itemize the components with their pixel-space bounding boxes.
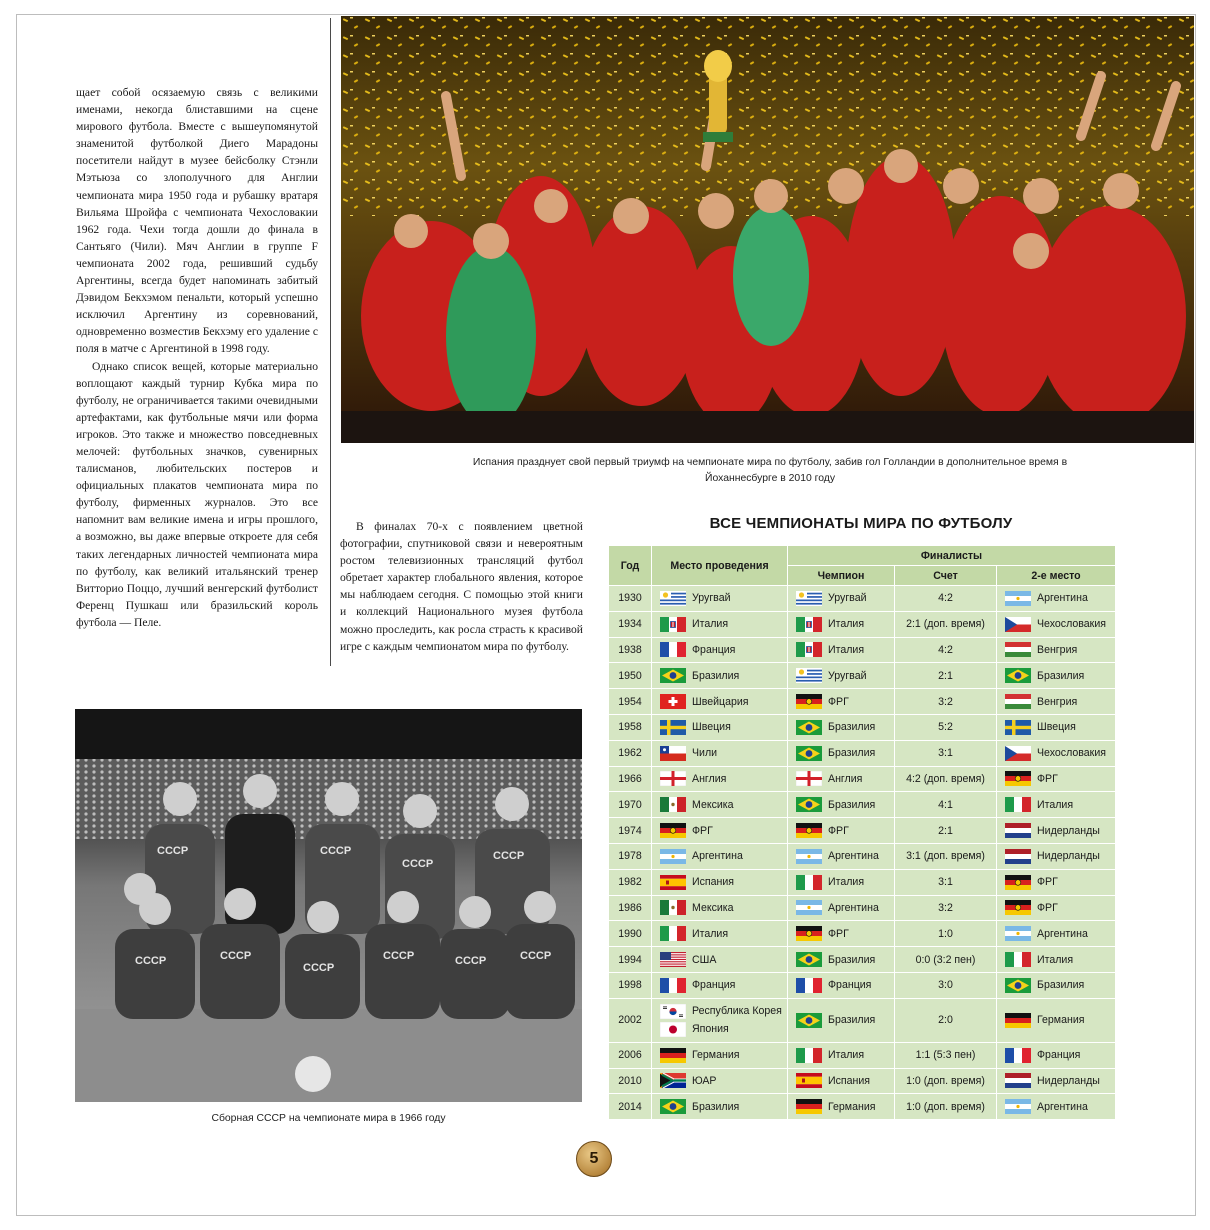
venue-name: Мексика: [692, 798, 734, 811]
score-cell: 2:0: [895, 998, 997, 1042]
germany-flag-icon: [660, 1048, 686, 1063]
left-paragraph-1: щает собой осязаемую связь с великими именами, некогда блиставшими на сцене мирового футбола. Вместе с вышеупомянутой знаменитой футболкой Диего Марадоны посетители найдут в музее бейсболку Стэнли Мэтьюза со злополучного для Англии чемпионата мира 1950 года и рубашку вратаря Вильяма Шройфа с чемпионата Чехословакии 1962 года. Чехи тогда дошли до финала в Сантьяго (Чили). Мяч Англии в группе F чемпионата 2002 года, решивший судьбу Аргентины, всегда будет напоминать забитый Дэвидом Бекхэмом пенальти, который успешно исключил Аргентину из соревнований, одновременно возместив Бекхэму его удаление с поля в матче с Аргентиной в 1998 году.: [76, 86, 318, 356]
table-row: [609, 921, 1116, 947]
champion-name: Италия: [828, 643, 865, 656]
champion-name: Бразилия: [828, 798, 876, 811]
bottom-photo-caption: Сборная СССР на чемпионате мира в 1966 году: [211, 1113, 446, 1124]
table-row: [609, 689, 1116, 715]
runner-up-name: ФРГ: [1037, 876, 1058, 889]
runner-up-cell: [997, 947, 1116, 973]
champion-cell: [788, 663, 895, 689]
left-text-column: [76, 84, 318, 631]
brazil-flag-icon: [660, 668, 686, 683]
argentina-flag-icon: [796, 900, 822, 915]
venue-name: ЮАР: [692, 1074, 717, 1087]
brazil-flag-icon: [1005, 978, 1031, 993]
score-cell: 1:0 (доп. время): [895, 1094, 997, 1120]
czechoslovakia-flag-icon: [1005, 746, 1031, 761]
venue-name: Швеция: [692, 721, 731, 734]
runner-up-cell: [997, 637, 1116, 663]
venue-name: Франция: [692, 979, 736, 992]
spain-celebration-photo: [341, 16, 1194, 443]
table-row: [609, 1094, 1116, 1120]
svg-text:СССР: СССР: [402, 858, 434, 870]
score-cell: 3:2: [895, 689, 997, 715]
hungary-flag-icon: [1005, 642, 1031, 657]
champion-cell: [788, 714, 895, 740]
runner-up-name: Франция: [1037, 1049, 1081, 1062]
table-row: [609, 818, 1116, 844]
champion-name: ФРГ: [828, 824, 849, 837]
svg-text:СССР: СССР: [157, 845, 189, 857]
champion-name: Бразилия: [828, 953, 876, 966]
france-flag-icon: [1005, 1048, 1031, 1063]
venue-cell: [652, 586, 788, 612]
table-row: [609, 1068, 1116, 1094]
svg-text:СССР: СССР: [455, 955, 487, 967]
champion-name: ФРГ: [828, 927, 849, 940]
runner-up-cell: [997, 895, 1116, 921]
frg-flag-icon: [1005, 900, 1031, 915]
score-cell: 4:2: [895, 637, 997, 663]
frg-flag-icon: [660, 823, 686, 838]
champion-name: Англия: [828, 772, 863, 785]
frg-flag-icon: [1005, 771, 1031, 786]
runner-up-cell: [997, 843, 1116, 869]
table-row: [609, 637, 1116, 663]
argentina-flag-icon: [1005, 591, 1031, 606]
venue-name: Республика Корея: [692, 1005, 782, 1018]
champion-name: Уругвай: [828, 592, 867, 605]
italy-flag-icon: [796, 875, 822, 890]
germany-flag-icon: [796, 1099, 822, 1114]
runner-up-name: Венгрия: [1037, 643, 1078, 656]
table-row: [609, 740, 1116, 766]
venue-name: Мексика: [692, 901, 734, 914]
venue-cell: [652, 998, 788, 1042]
runner-up-name: Италия: [1037, 798, 1074, 811]
table-row: [609, 611, 1116, 637]
svg-text:СССР: СССР: [383, 950, 415, 962]
svg-text:СССР: СССР: [303, 962, 335, 974]
venue-cell: [652, 1042, 788, 1068]
runner-up-cell: [997, 792, 1116, 818]
runner-up-cell: [997, 998, 1116, 1042]
venue-name: Бразилия: [692, 669, 740, 682]
czechoslovakia-flag-icon: [1005, 617, 1031, 632]
sweden-flag-icon: [1005, 720, 1031, 735]
venue-name: Англия: [692, 772, 727, 785]
header-venue: Место проведения: [652, 546, 788, 586]
venue-name: Аргентина: [692, 850, 743, 863]
champion-cell: [788, 972, 895, 998]
champion-name: Уругвай: [828, 669, 867, 682]
venue-cell: [652, 637, 788, 663]
year-cell: 1930: [609, 586, 652, 612]
venue-name: Германия: [692, 1049, 740, 1062]
frg-flag-icon: [796, 823, 822, 838]
champion-cell: [788, 1042, 895, 1068]
svg-text:СССР: СССР: [135, 955, 167, 967]
year-cell: 1962: [609, 740, 652, 766]
venue-name: Италия: [692, 927, 729, 940]
venue-cell: [652, 818, 788, 844]
score-cell: 4:2 (доп. время): [895, 766, 997, 792]
runner-up-cell: [997, 1094, 1116, 1120]
runner-up-cell: [997, 869, 1116, 895]
uruguay-flag-icon: [796, 668, 822, 683]
header-year: Год: [609, 546, 652, 586]
score-cell: 1:1 (5:3 пен): [895, 1042, 997, 1068]
argentina-flag-icon: [1005, 1099, 1031, 1114]
runner-up-name: Чехословакия: [1037, 747, 1106, 760]
table-row: [609, 714, 1116, 740]
champion-cell: [788, 792, 895, 818]
runner-up-name: ФРГ: [1037, 772, 1058, 785]
italy-royal-flag-icon: [796, 617, 822, 632]
score-cell: 2:1 (доп. время): [895, 611, 997, 637]
chile-flag-icon: [660, 746, 686, 761]
year-cell: 2002: [609, 998, 652, 1042]
page-number-badge: 5: [576, 1141, 612, 1177]
champion-name: ФРГ: [828, 695, 849, 708]
venue-name: Испания: [692, 876, 735, 889]
south-africa-flag-icon: [660, 1073, 686, 1088]
table-row: [609, 895, 1116, 921]
score-cell: 2:1: [895, 663, 997, 689]
score-cell: 4:2: [895, 586, 997, 612]
year-cell: 1990: [609, 921, 652, 947]
champion-name: Италия: [828, 1049, 865, 1062]
world-cup-table: [608, 545, 1116, 1120]
runner-up-cell: [997, 766, 1116, 792]
venue-cell: [652, 1068, 788, 1094]
year-cell: 1950: [609, 663, 652, 689]
ussr-team-photo: [75, 709, 582, 1102]
venue-cell: [652, 689, 788, 715]
venue-name: ФРГ: [692, 824, 713, 837]
year-cell: 1998: [609, 972, 652, 998]
champion-cell: [788, 947, 895, 973]
venue-cell: [652, 895, 788, 921]
england-flag-icon: [660, 771, 686, 786]
runner-up-cell: [997, 1042, 1116, 1068]
argentina-flag-icon: [796, 849, 822, 864]
year-cell: 1934: [609, 611, 652, 637]
brazil-flag-icon: [796, 952, 822, 967]
venue-cell: [652, 714, 788, 740]
table-row: [609, 663, 1116, 689]
score-cell: 0:0 (3:2 пен): [895, 947, 997, 973]
svg-text:СССР: СССР: [520, 950, 552, 962]
header-second: 2-е место: [997, 566, 1116, 586]
runner-up-cell: [997, 740, 1116, 766]
venue-cell: [652, 740, 788, 766]
table-row: [609, 947, 1116, 973]
runner-up-name: Чехословакия: [1037, 618, 1106, 631]
netherlands-flag-icon: [1005, 849, 1031, 864]
frg-flag-icon: [796, 926, 822, 941]
venue-name: США: [692, 953, 717, 966]
year-cell: 2014: [609, 1094, 652, 1120]
year-cell: 1986: [609, 895, 652, 921]
top-photo-caption: Испания празднует свой первый триумф на чемпионате мира по футболу, забив гол Голландии в дополнительное время в Йоханнесбурге в 2010 году: [472, 457, 1068, 484]
table-row: [609, 766, 1116, 792]
england-flag-icon: [796, 771, 822, 786]
runner-up-name: Швеция: [1037, 721, 1076, 734]
champion-cell: [788, 1068, 895, 1094]
italy-flag-icon: [1005, 797, 1031, 812]
venue-cell: [652, 611, 788, 637]
champion-cell: [788, 869, 895, 895]
venue-name: Франция: [692, 643, 736, 656]
table-row: [609, 1042, 1116, 1068]
brazil-flag-icon: [796, 797, 822, 812]
column-divider: [330, 18, 331, 666]
frg-flag-icon: [1005, 875, 1031, 890]
venue-cell: [652, 972, 788, 998]
runner-up-cell: [997, 714, 1116, 740]
venue-cell: [652, 1094, 788, 1120]
champion-cell: [788, 637, 895, 663]
score-cell: 3:2: [895, 895, 997, 921]
uruguay-flag-icon: [660, 591, 686, 606]
table-row: [609, 972, 1116, 998]
year-cell: 1958: [609, 714, 652, 740]
champion-cell: [788, 843, 895, 869]
score-cell: 3:1 (доп. время): [895, 843, 997, 869]
runner-up-name: Бразилия: [1037, 979, 1085, 992]
champion-name: Германия: [828, 1100, 876, 1113]
year-cell: 1982: [609, 869, 652, 895]
table-row: [609, 792, 1116, 818]
svg-text:СССР: СССР: [493, 850, 525, 862]
champion-cell: [788, 818, 895, 844]
year-cell: 1978: [609, 843, 652, 869]
japan-flag-icon: [660, 1022, 686, 1037]
runner-up-name: Германия: [1037, 1014, 1085, 1027]
italy-flag-icon: [796, 1048, 822, 1063]
score-cell: 5:2: [895, 714, 997, 740]
runner-up-cell: [997, 586, 1116, 612]
score-cell: 3:1: [895, 869, 997, 895]
venue-cell: [652, 792, 788, 818]
netherlands-flag-icon: [1005, 823, 1031, 838]
brazil-flag-icon: [660, 1099, 686, 1114]
runner-up-cell: [997, 689, 1116, 715]
uruguay-flag-icon: [796, 591, 822, 606]
year-cell: 1954: [609, 689, 652, 715]
svg-text:СССР: СССР: [220, 950, 252, 962]
year-cell: 1974: [609, 818, 652, 844]
table-row: [609, 586, 1116, 612]
italy-flag-icon: [660, 926, 686, 941]
venue-name: Италия: [692, 618, 729, 631]
year-cell: 1970: [609, 792, 652, 818]
runner-up-name: Нидерланды: [1037, 850, 1100, 863]
italy-royal-flag-icon: [660, 617, 686, 632]
runner-up-cell: [997, 972, 1116, 998]
venue-name: Уругвай: [692, 592, 731, 605]
table-title: ВСЕ ЧЕМПИОНАТЫ МИРА ПО ФУТБОЛУ: [709, 515, 1013, 532]
brazil-flag-icon: [1005, 668, 1031, 683]
year-cell: 1994: [609, 947, 652, 973]
brazil-flag-icon: [796, 1013, 822, 1028]
champion-cell: [788, 611, 895, 637]
italy-royal-flag-icon: [796, 642, 822, 657]
year-cell: 1938: [609, 637, 652, 663]
champion-name: Аргентина: [828, 901, 879, 914]
champion-cell: [788, 1094, 895, 1120]
runner-up-name: Аргентина: [1037, 592, 1088, 605]
champion-cell: [788, 766, 895, 792]
venue-cell: [652, 869, 788, 895]
brazil-flag-icon: [796, 720, 822, 735]
runner-up-cell: [997, 921, 1116, 947]
champion-name: Италия: [828, 618, 865, 631]
south-korea-flag-icon: [660, 1004, 686, 1019]
champion-cell: [788, 689, 895, 715]
italy-flag-icon: [1005, 952, 1031, 967]
year-cell: 1966: [609, 766, 652, 792]
runner-up-cell: [997, 663, 1116, 689]
usa-flag-icon: [660, 952, 686, 967]
runner-up-name: Нидерланды: [1037, 824, 1100, 837]
sweden-flag-icon: [660, 720, 686, 735]
frg-flag-icon: [796, 694, 822, 709]
hungary-flag-icon: [1005, 694, 1031, 709]
score-cell: 1:0 (доп. время): [895, 1068, 997, 1094]
mexico-flag-icon: [660, 900, 686, 915]
score-cell: 4:1: [895, 792, 997, 818]
venue-name: Бразилия: [692, 1100, 740, 1113]
switzerland-flag-icon: [660, 694, 686, 709]
year-cell: 2010: [609, 1068, 652, 1094]
spain-flag-icon: [660, 875, 686, 890]
champion-name: Бразилия: [828, 1014, 876, 1027]
france-flag-icon: [660, 642, 686, 657]
runner-up-name: Венгрия: [1037, 695, 1078, 708]
runner-up-name: Бразилия: [1037, 669, 1085, 682]
venue-name: Япония: [692, 1023, 729, 1036]
score-cell: 3:1: [895, 740, 997, 766]
champion-name: Италия: [828, 876, 865, 889]
runner-up-cell: [997, 1068, 1116, 1094]
mexico-flag-icon: [660, 797, 686, 812]
left-paragraph-2: Однако список вещей, которые материально воплощают каждый турнир Кубка мира по футболу, не ограничивается такими очевидными артефактами, как футбольные мячи или форма игроков. Это также и множество повседневных мелочей: футбольных значков, сувенирных талисманов, любительских постеров и официальных плакатов чемпионата мира по футболу, фирменных журналов. Это все напомнит вам великие имена и игры прошлого, а возможно, вы даже впервые откроете для себя таких легендарных личностей чемпионата мира по футболу, как великий итальянский тренер Витторио Поццо, лучший венгерский футболист Ференц Пушкаш или бразильский король футбола — Пеле.: [76, 359, 318, 629]
champion-name: Аргентина: [828, 850, 879, 863]
header-score: Счет: [895, 566, 997, 586]
runner-up-cell: [997, 611, 1116, 637]
svg-text:СССР: СССР: [320, 845, 352, 857]
year-cell: 2006: [609, 1042, 652, 1068]
runner-up-name: ФРГ: [1037, 901, 1058, 914]
champion-cell: [788, 586, 895, 612]
runner-up-cell: [997, 818, 1116, 844]
germany-flag-icon: [1005, 1013, 1031, 1028]
venue-cell: [652, 663, 788, 689]
france-flag-icon: [796, 978, 822, 993]
table-row: [609, 869, 1116, 895]
score-cell: 1:0: [895, 921, 997, 947]
venue-cell: [652, 766, 788, 792]
runner-up-name: Аргентина: [1037, 1100, 1088, 1113]
champion-name: Бразилия: [828, 747, 876, 760]
brazil-flag-icon: [796, 746, 822, 761]
champion-cell: [788, 895, 895, 921]
table-row: [609, 843, 1116, 869]
score-cell: 3:0: [895, 972, 997, 998]
champion-name: Франция: [828, 979, 872, 992]
venue-cell: [652, 843, 788, 869]
header-finalists: Финалисты: [788, 546, 1116, 566]
runner-up-name: Аргентина: [1037, 927, 1088, 940]
france-flag-icon: [660, 978, 686, 993]
spain-flag-icon: [796, 1073, 822, 1088]
champion-cell: [788, 921, 895, 947]
venue-name: Швейцария: [692, 695, 749, 708]
runner-up-name: Нидерланды: [1037, 1074, 1100, 1087]
score-cell: 2:1: [895, 818, 997, 844]
argentina-flag-icon: [1005, 926, 1031, 941]
middle-text-column: В финалах 70-х с появлением цветной фотографии, спутниковой связи и невероятным ростом телевизионных трансляций футбол обретает характер глобального явления, которое мы наблюдаем сегодня. С помощью этой книги и коллекций Национального музея футбола можно проследить, как росла страсть к красивой игре с каждым чемпионатом мира по футболу.: [340, 520, 583, 653]
venue-name: Чили: [692, 747, 718, 760]
netherlands-flag-icon: [1005, 1073, 1031, 1088]
argentina-flag-icon: [660, 849, 686, 864]
champion-cell: [788, 998, 895, 1042]
champion-name: Испания: [828, 1074, 871, 1087]
champion-name: Бразилия: [828, 721, 876, 734]
venue-cell: [652, 947, 788, 973]
champion-cell: [788, 740, 895, 766]
runner-up-name: Италия: [1037, 953, 1074, 966]
header-champion: Чемпион: [788, 566, 895, 586]
venue-cell: [652, 921, 788, 947]
table-row: [609, 998, 1116, 1042]
